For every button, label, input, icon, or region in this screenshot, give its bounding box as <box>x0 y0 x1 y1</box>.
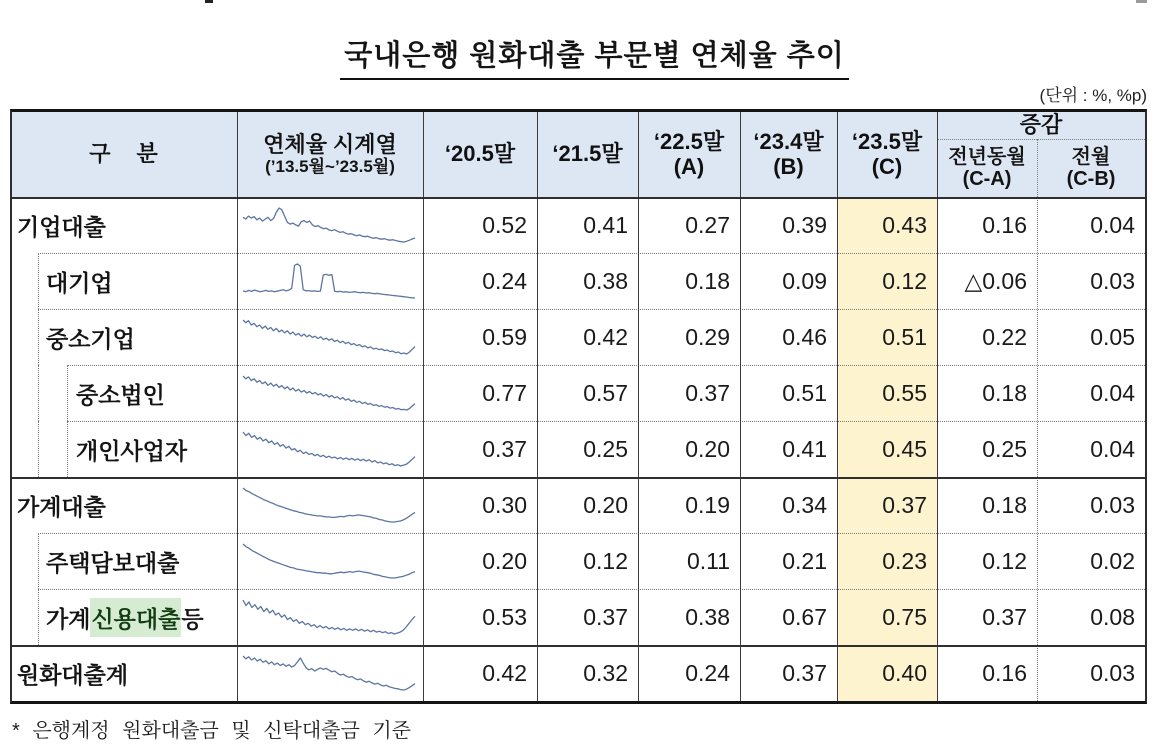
value-cell: 0.20 <box>583 491 628 518</box>
value-cell: 0.75 <box>882 603 927 630</box>
value-cell: 0.27 <box>685 211 730 238</box>
header-period-line2: (C) <box>871 153 903 179</box>
row-label-text: 등 <box>181 605 204 632</box>
delinquency-sparkline <box>243 542 415 580</box>
value-cell: 0.77 <box>482 379 527 406</box>
column-divider <box>423 112 424 701</box>
header-change-line1: 전월 <box>1071 145 1111 168</box>
row-label-highlighted-text: 신용대출 <box>90 598 181 637</box>
value-cell: 0.04 <box>1090 211 1135 238</box>
value-cell: 0.03 <box>1090 491 1135 518</box>
header-series-cell <box>237 112 423 197</box>
value-cell: 0.11 <box>686 547 730 574</box>
value-cell: 0.38 <box>583 267 628 294</box>
value-cell: 0.51 <box>782 379 827 406</box>
value-cell: 0.67 <box>782 603 827 630</box>
header-period-cell <box>740 112 837 197</box>
delinquency-sparkline <box>243 206 415 244</box>
value-cell: 0.42 <box>482 659 527 686</box>
value-cell: 0.03 <box>1090 267 1135 294</box>
page-title-text: 국내은행 원화대출 부문별 연체율 추이 <box>340 33 848 80</box>
value-cell: 0.04 <box>1090 435 1135 462</box>
header-period-line1: ‘22.5말 <box>653 128 725 154</box>
header-period-cell <box>638 112 740 197</box>
row-label-2: 중소기업 <box>46 325 135 352</box>
header-period-line2: (B) <box>773 153 804 179</box>
value-cell: 0.32 <box>583 659 628 686</box>
row-label-8: 원화대출계 <box>17 661 129 688</box>
value-cell: 0.59 <box>482 323 527 350</box>
row-label-3: 중소법인 <box>76 381 165 408</box>
header-bottom-line <box>12 197 1145 199</box>
header-period-cell <box>423 112 537 197</box>
cropped-text-fragment <box>205 0 213 3</box>
value-cell: 0.38 <box>685 603 730 630</box>
column-divider <box>537 112 538 701</box>
unit-note: (단위 : %, %p) <box>1039 86 1147 105</box>
column-divider <box>837 112 838 701</box>
value-cell: 0.03 <box>1090 659 1135 686</box>
value-cell: 0.41 <box>583 211 628 238</box>
cropped-text-fragment <box>1136 0 1147 3</box>
header-change-line2: (C-B) <box>1066 168 1116 190</box>
page-title <box>0 33 1155 80</box>
value-cell: 0.30 <box>482 491 527 518</box>
value-cell: 0.41 <box>782 435 827 462</box>
value-cell: 0.40 <box>882 659 927 686</box>
header-series-line1: 연체율 시계열 <box>263 131 397 157</box>
column-divider <box>237 112 238 701</box>
header-period-line1: ‘23.4말 <box>753 128 824 154</box>
value-cell: 0.37 <box>583 603 628 630</box>
header-series-line2: (’13.5월~’23.5월) <box>265 157 395 177</box>
row-label-text: 가계 <box>46 605 91 632</box>
value-cell: 0.51 <box>882 323 927 350</box>
value-cell: 0.39 <box>782 211 827 238</box>
value-cell: 0.12 <box>583 547 628 574</box>
value-cell: 0.18 <box>982 379 1027 406</box>
delinquency-sparkline <box>243 654 415 692</box>
value-cell: 0.24 <box>685 659 730 686</box>
header-change-group-cell: 증감 <box>1019 112 1063 138</box>
delinquency-rate-table <box>10 109 1147 704</box>
value-cell: 0.23 <box>882 547 927 574</box>
value-cell: 0.05 <box>1090 323 1135 350</box>
value-cell: 0.16 <box>982 211 1027 238</box>
column-divider <box>937 112 938 701</box>
delinquency-sparkline <box>243 374 415 412</box>
column-divider <box>740 112 741 701</box>
header-period-line1: ‘23.5말 <box>851 128 923 154</box>
value-cell: 0.57 <box>583 379 628 406</box>
value-cell: 0.29 <box>685 323 730 350</box>
value-cell: △0.06 <box>964 267 1027 294</box>
value-cell: 0.12 <box>882 267 927 294</box>
value-cell: 0.08 <box>1090 603 1135 630</box>
header-period-cell <box>537 112 638 197</box>
value-cell: 0.16 <box>982 659 1027 686</box>
value-cell: 0.25 <box>583 435 628 462</box>
delinquency-sparkline <box>243 430 415 468</box>
value-cell: 0.19 <box>685 491 730 518</box>
value-cell: 0.09 <box>782 267 827 294</box>
row-label-0: 기업대출 <box>17 213 106 240</box>
value-cell: 0.34 <box>782 491 827 518</box>
value-cell: 0.20 <box>482 547 527 574</box>
value-cell: 0.37 <box>782 659 827 686</box>
value-cell: 0.37 <box>882 491 927 518</box>
value-cell: 0.25 <box>982 435 1027 462</box>
header-period-line2: (A) <box>673 153 705 179</box>
value-cell: 0.37 <box>982 603 1027 630</box>
header-period-line1: ‘20.5말 <box>444 141 516 167</box>
header-change-line2: (C-A) <box>962 168 1012 190</box>
row-label-5: 가계대출 <box>17 493 106 520</box>
value-cell: 0.02 <box>1090 547 1135 574</box>
column-divider <box>638 112 639 701</box>
row-label-6: 주택담보대출 <box>46 549 180 576</box>
value-cell: 0.46 <box>782 323 827 350</box>
value-cell: 0.55 <box>882 379 927 406</box>
delinquency-sparkline <box>243 486 415 524</box>
value-cell: 0.53 <box>482 603 527 630</box>
row-label-7 <box>12 589 237 645</box>
header-change-cell <box>937 139 1037 197</box>
value-cell: 0.42 <box>583 323 628 350</box>
value-cell: 0.52 <box>482 211 527 238</box>
header-change-cell <box>1037 139 1145 197</box>
value-cell: 0.37 <box>685 379 730 406</box>
value-cell: 0.45 <box>882 435 927 462</box>
footnote: * 은행계정 원화대출금 및 신탁대출금 기준 <box>12 720 412 742</box>
delinquency-sparkline <box>243 262 415 300</box>
value-cell: 0.24 <box>482 267 527 294</box>
delinquency-sparkline <box>243 598 415 636</box>
header-change-line1: 전년동월 <box>948 145 1026 168</box>
value-cell: 0.18 <box>685 267 730 294</box>
row-label-4: 개인사업자 <box>76 437 188 464</box>
value-cell: 0.18 <box>982 491 1027 518</box>
value-cell: 0.37 <box>482 435 527 462</box>
delinquency-sparkline <box>243 318 415 356</box>
header-period-cell <box>837 112 937 197</box>
row-label-1: 대기업 <box>46 269 113 296</box>
value-cell: 0.21 <box>782 547 827 574</box>
value-cell: 0.20 <box>685 435 730 462</box>
value-cell: 0.43 <box>882 211 927 238</box>
value-cell: 0.22 <box>982 323 1027 350</box>
header-period-line1: ‘21.5말 <box>552 141 623 167</box>
header-category-cell: 구 분 <box>89 141 160 167</box>
value-cell: 0.12 <box>982 547 1027 574</box>
value-cell: 0.04 <box>1090 379 1135 406</box>
